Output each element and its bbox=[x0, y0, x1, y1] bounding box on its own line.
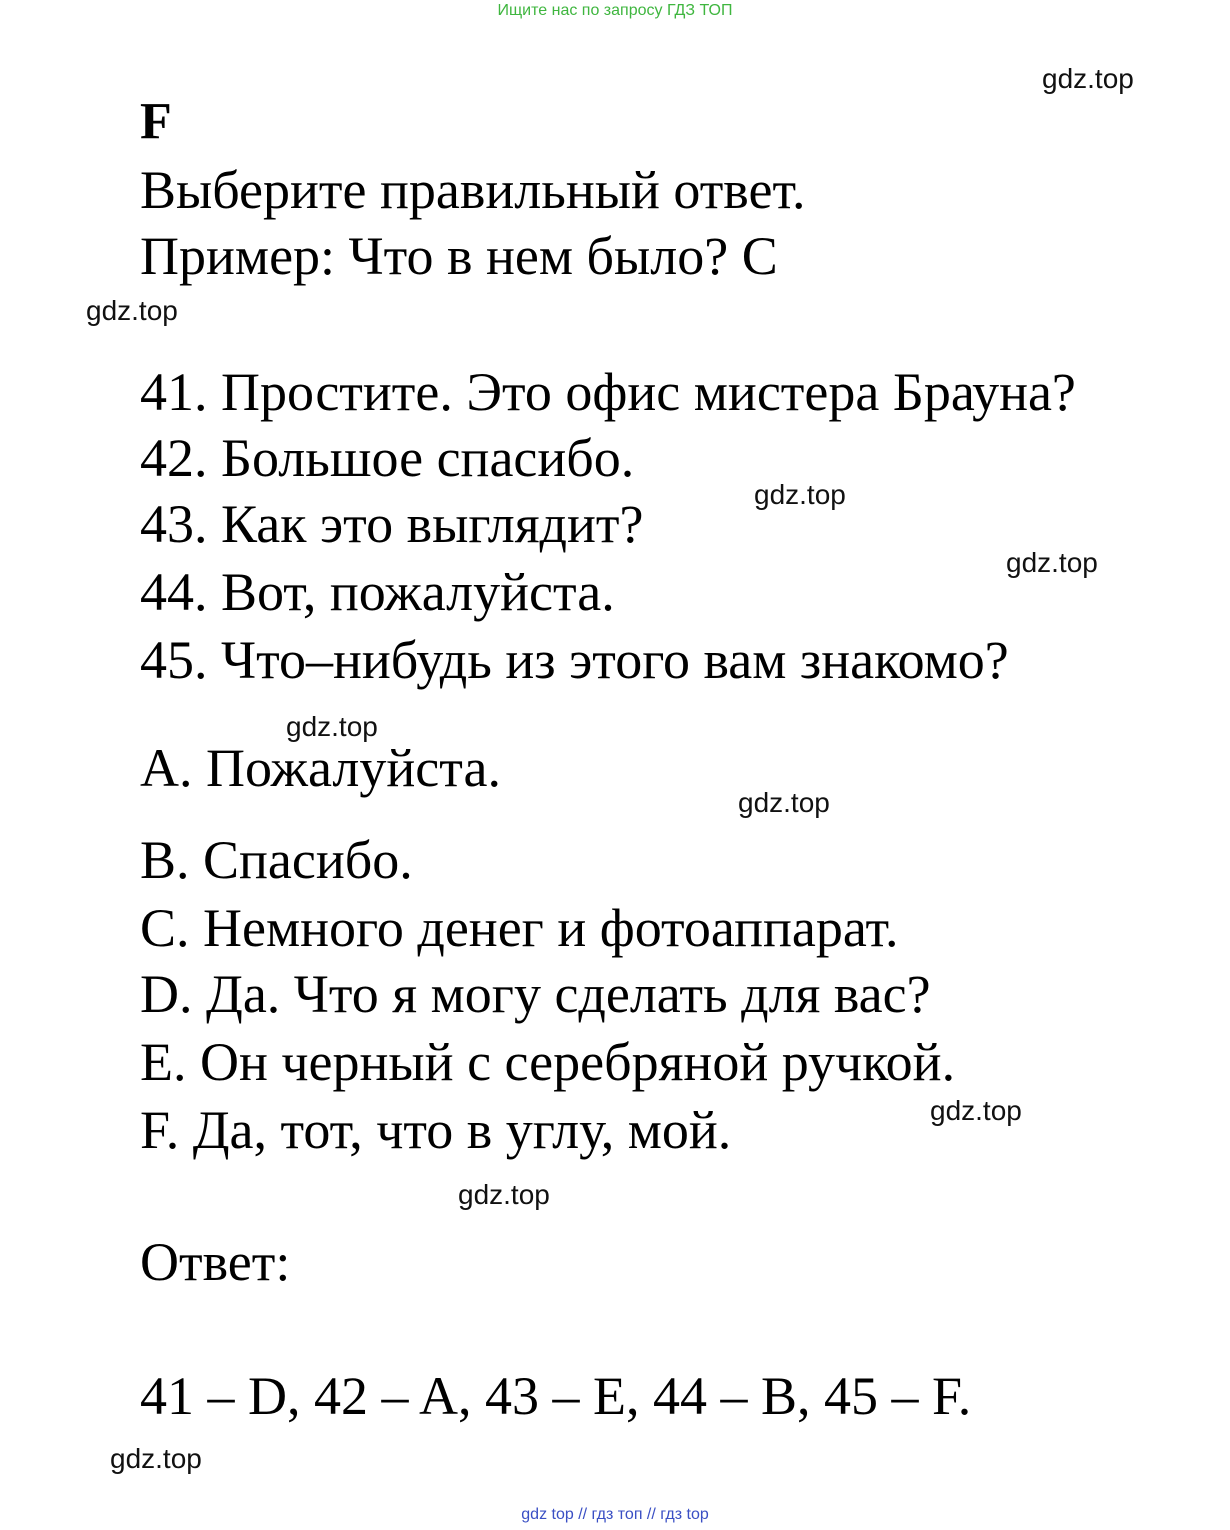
option-e: E. Он черный с серебряной ручкой. bbox=[140, 1032, 956, 1092]
exercise-heading: F bbox=[140, 93, 172, 150]
question-44: 44. Вот, пожалуйста. bbox=[140, 562, 615, 622]
answer-label: Ответ: bbox=[140, 1232, 291, 1292]
watermark: gdz.top bbox=[286, 711, 378, 742]
question-41: 41. Простите. Это офис мистера Брауна? bbox=[140, 362, 1076, 422]
watermark: gdz.top bbox=[738, 787, 830, 818]
option-f: F. Да, тот, что в углу, мой. bbox=[140, 1100, 732, 1160]
instruction-text: Выберите правильный ответ. bbox=[140, 160, 806, 220]
option-c: C. Немного денег и фотоаппарат. bbox=[140, 898, 899, 958]
option-a: A. Пожалуйста. bbox=[140, 738, 501, 798]
watermark: gdz.top bbox=[1042, 63, 1134, 94]
top-banner: Ищите нас по запросу ГДЗ ТОП bbox=[497, 2, 733, 19]
example-text: Пример: Что в нем было? С bbox=[140, 226, 778, 286]
watermark: gdz.top bbox=[458, 1179, 550, 1210]
watermark: gdz.top bbox=[754, 479, 846, 510]
question-42: 42. Большое спасибо. bbox=[140, 428, 635, 488]
watermark: gdz.top bbox=[1006, 547, 1098, 578]
watermark: gdz.top bbox=[86, 295, 178, 326]
option-d: D. Да. Что я могу сделать для вас? bbox=[140, 964, 931, 1024]
question-43: 43. Как это выглядит? bbox=[140, 494, 644, 554]
option-b: B. Спасибо. bbox=[140, 830, 413, 890]
question-45: 45. Что–нибудь из этого вам знакомо? bbox=[140, 630, 1009, 690]
answer-text: 41 – D, 42 – A, 43 – E, 44 – B, 45 – F. bbox=[140, 1366, 972, 1426]
footer-links: gdz top // гдз топ // гдз top bbox=[521, 1506, 709, 1523]
watermark: gdz.top bbox=[930, 1095, 1022, 1126]
watermark: gdz.top bbox=[110, 1443, 202, 1474]
